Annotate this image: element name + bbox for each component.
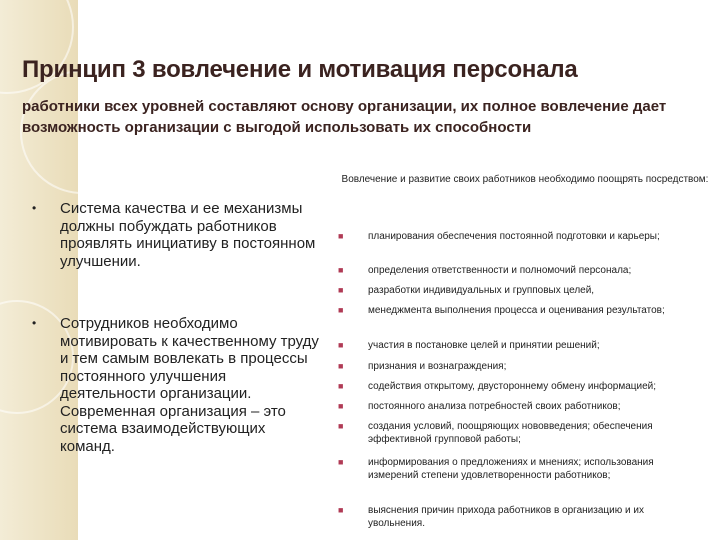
bullet-text: создания условий, поощряющих нововведения; обеспечения эффективной групповой работы; <box>368 421 653 445</box>
bullet-text: выяснения причин прихода работников в организацию и их увольнения. <box>368 505 644 529</box>
bullet-text: информирования о предложениях и мнениях; использования измерений степени удовлетворенности работников; <box>368 457 654 481</box>
slide-subtitle: работники всех уровней составляют основу организации, их полное вовлечение дает возможность организации с выгодой использовать их способности <box>22 98 667 136</box>
bullet-text: постоянного анализа потребностей своих работников; <box>368 401 621 412</box>
bullet-icon: ■ <box>338 265 344 275</box>
bullet-icon: ■ <box>338 421 344 431</box>
bullet-text: разработки индивидуальных и групповых целей, <box>368 285 595 296</box>
bullet-text: определения ответственности и полномочий персонала; <box>368 265 632 276</box>
bullet-text: менеджмента выполнения процесса и оценивания результатов; <box>368 305 665 316</box>
bullet-icon: ■ <box>338 401 344 411</box>
bullet-text: планирования обеспечения постоянной подготовки и карьеры; <box>368 231 660 242</box>
bullet-text: Система качества и ее механизмы должны побуждать работников проявлять инициативу в постоянном улучшении. <box>60 200 316 270</box>
bullet-text: Сотрудников необходимо мотивировать к качественному труду и тем самым вовлекать в процессы постоянного улучшения деятельности организации. Современная организация – это система взаимодействующих команд. <box>60 315 319 455</box>
bullet-icon: ■ <box>338 505 344 515</box>
bullet-icon: ■ <box>338 381 344 391</box>
bullet-icon: • <box>32 201 37 215</box>
bullet-icon: ■ <box>338 231 344 241</box>
bullet-icon: ■ <box>338 305 344 315</box>
bullet-icon: ■ <box>338 340 344 350</box>
bullet-text: признания и вознаграждения; <box>368 361 507 372</box>
bullet-icon: ■ <box>338 285 344 295</box>
bullet-icon: • <box>32 316 37 330</box>
bullet-text: участия в постановке целей и принятии решений; <box>368 340 600 351</box>
bullet-icon: ■ <box>338 457 344 467</box>
bullet-text: содействия открытому, двустороннему обмену информацией; <box>368 381 657 392</box>
slide-title: Принцип 3 вовлечение и мотивация персонала <box>22 56 578 83</box>
bullet-icon: ■ <box>338 361 344 371</box>
right-heading: Вовлечение и развитие своих работников необходимо поощрять посредством: <box>341 174 709 185</box>
